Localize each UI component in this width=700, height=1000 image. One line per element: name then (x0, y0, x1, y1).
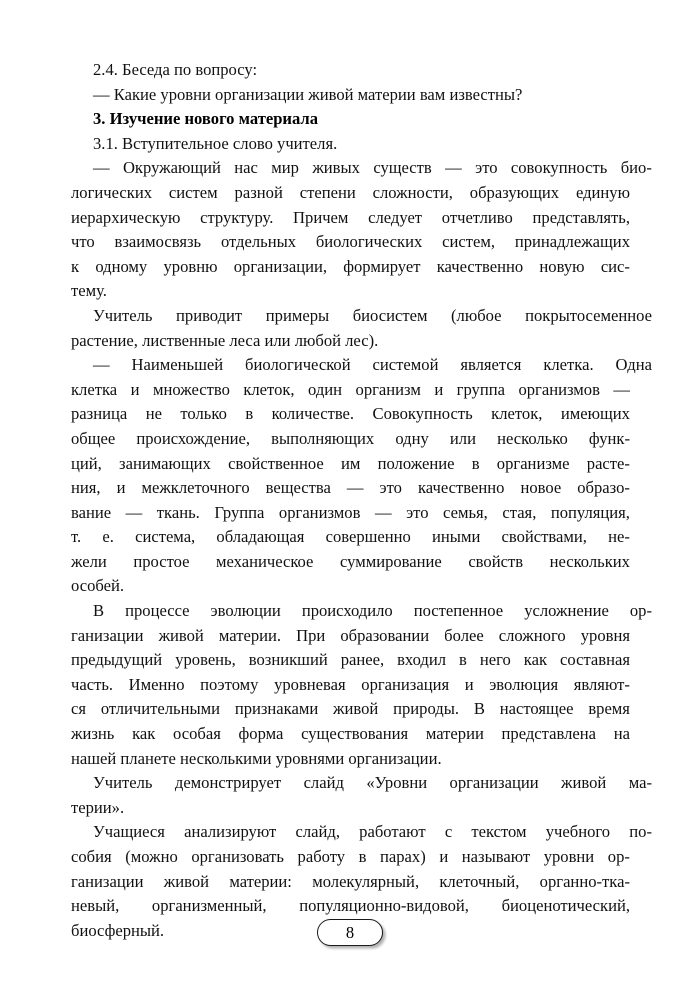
page-footer (0, 919, 700, 946)
text-line: ганизации живой материи. При образовании более сложного уровня (71, 625, 630, 645)
text-line: ся отличительными признаками живой природы. В настоящее время (71, 699, 630, 719)
text-line: — Наименьшей биологической системой является клетка. Одна (93, 355, 652, 375)
text-line: общее происхождение, выполняющих одну или несколько функ- (71, 428, 630, 448)
text-line: вание — ткань. Группа организмов — это семья, стая, популяция, (71, 502, 630, 522)
block-evolution (71, 599, 652, 771)
text-line: логических систем разной степени сложности, образующих единую (71, 182, 630, 202)
block-smallest-system (71, 353, 652, 599)
text-column (71, 58, 652, 943)
text-line: ганизации живой материи: молекулярный, клеточный, органно-тка- (71, 871, 630, 891)
section-heading: 3. Изучение нового материала (93, 109, 319, 129)
block-slide-demo (71, 771, 652, 820)
text-line: Учитель демонстрирует слайд «Уровни организации живой ма- (93, 773, 652, 793)
text-line: клетка и множество клеток, один организм и группа организмов — (71, 379, 630, 399)
text-line: Учащиеся анализируют слайд, работают с текстом учебного по- (93, 822, 652, 842)
text-line: т. е. система, обладающая совершенно иными свойствами, не- (71, 527, 630, 547)
block-teacher-examples (71, 304, 652, 353)
text-line: жели простое механическое суммирование свойств нескольких (71, 551, 630, 571)
text-line: жизнь как особая форма существования материи представлена на (71, 724, 630, 744)
block-question (71, 83, 630, 108)
text-line: — Какие уровни организации живой материи вам известны? (93, 84, 523, 104)
page-number-badge: 8 (317, 919, 383, 946)
text-line: часть. Именно поэтому уровневая организация и эволюция являют- (71, 674, 630, 694)
text-line: собия (можно организовать работу в парах) и называют уровни ор- (71, 847, 630, 866)
text-line: к одному уровню организации, формирует качественно новую сис- (71, 256, 630, 276)
text-line: разница не только в количестве. Совокупность клеток, имеющих (71, 404, 630, 424)
block-heading-3 (71, 107, 630, 132)
text-line: терии». (71, 797, 125, 817)
text-line: тему. (71, 281, 107, 301)
block-3-1 (71, 132, 630, 157)
text-line: ния, и межклеточного вещества — это качественно новое образо- (71, 478, 630, 498)
text-line: 3.1. Вступительное слово учителя. (93, 133, 338, 153)
text-line: биосферный. (71, 920, 165, 940)
text-line: ций, занимающих свойственное им положение в организме расте- (71, 453, 630, 473)
text-line: что взаимосвязь отдельных биологических систем, принадлежащих (71, 232, 630, 252)
block-2-4 (71, 58, 630, 83)
text-line: 2.4. Беседа по вопросу: (93, 60, 258, 79)
text-line: В процессе эволюции происходило постепенное усложнение ор- (93, 601, 652, 621)
text-line: иерархическую структуру. Причем следует отчетливо представлять, (71, 207, 630, 227)
text-line: нашей планете несколькими уровнями организации. (71, 748, 442, 768)
text-line: предыдущий уровень, возникший ранее, входил в него как составная (71, 650, 630, 670)
block-intro (71, 156, 652, 304)
text-line: Учитель приводит примеры биосистем (любое покрытосеменное (93, 305, 652, 325)
text-line: — Окружающий нас мир живых существ — это совокупность био- (93, 158, 652, 178)
text-line: растение, лиственные леса или любой лес). (71, 330, 379, 350)
text-line: особей. (71, 576, 124, 596)
text-line: невый, организменный, популяционно-видовой, биоценотический, (71, 896, 630, 916)
